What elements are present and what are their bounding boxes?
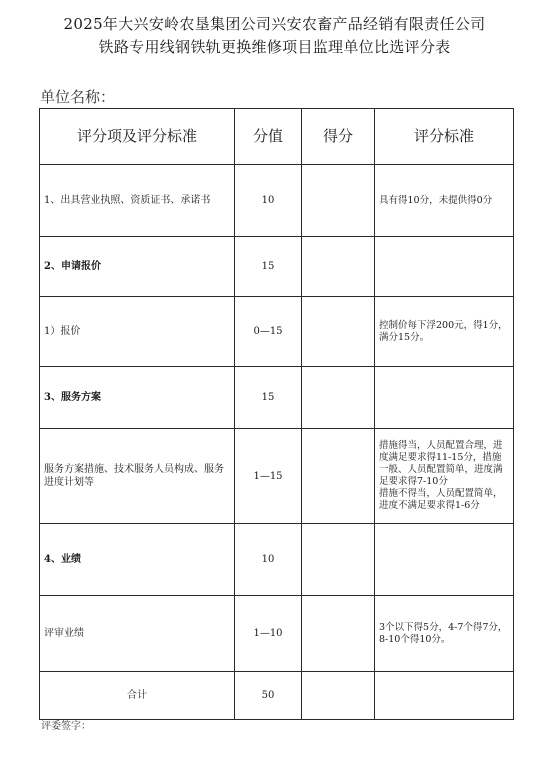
row-criteria	[375, 237, 514, 297]
scoring-table	[39, 108, 514, 720]
row-item: 评审业绩	[40, 596, 235, 672]
row-item: 1）报价	[40, 297, 235, 367]
row-item: 1、出具营业执照、资质证书、承诺书	[40, 165, 235, 237]
document-title-line2: 铁路专用线钢铁轨更换维修项目监理单位比选评分表	[98, 38, 451, 56]
row-criteria: 控制价每下浮200元，得1分，满分15分。	[375, 297, 514, 367]
row-criteria	[375, 524, 514, 596]
row-score-input[interactable]	[302, 429, 375, 524]
row-criteria	[375, 367, 514, 429]
table-row	[40, 367, 514, 429]
row-criteria: 具有得10分，未提供得0分	[375, 165, 514, 237]
total-row	[40, 672, 514, 720]
row-value: 10	[235, 165, 302, 237]
column-header-criteria: 评分标准	[375, 109, 514, 165]
table-row	[40, 524, 514, 596]
row-value: 1—10	[235, 596, 302, 672]
table-row	[40, 165, 514, 237]
row-criteria: 3个以下得5分，4-7个得7分，8-10个得10分。	[375, 596, 514, 672]
row-score-input[interactable]	[302, 596, 375, 672]
row-value: 15	[235, 367, 302, 429]
row-score-input[interactable]	[302, 297, 375, 367]
row-score-input[interactable]	[302, 524, 375, 596]
total-label: 合计	[40, 672, 235, 720]
total-criteria	[375, 672, 514, 720]
row-value: 15	[235, 237, 302, 297]
row-value: 0—15	[235, 297, 302, 367]
total-value: 50	[235, 672, 302, 720]
table-row	[40, 429, 514, 524]
row-item: 2、申请报价	[40, 237, 235, 297]
column-header-item: 评分项及评分标准	[40, 109, 235, 165]
table-row	[40, 596, 514, 672]
row-value: 1—15	[235, 429, 302, 524]
row-item: 服务方案措施、技术服务人员构成、服务进度计划等	[40, 429, 235, 524]
table-row	[40, 237, 514, 297]
row-value: 10	[235, 524, 302, 596]
total-score-input[interactable]	[302, 672, 375, 720]
row-score-input[interactable]	[302, 367, 375, 429]
row-criteria: 措施得当，人员配置合理，进度满足要求得11-15分，措施一般、人员配置简单，进度满足要求得7-10分 措施不得当，人员配置简单，进度不满足要求得1-6分	[375, 429, 514, 524]
row-item: 4、业绩	[40, 524, 235, 596]
judge-signature-label: 评委签字：	[41, 721, 91, 732]
column-header-score: 得分	[302, 109, 375, 165]
row-score-input[interactable]	[302, 165, 375, 237]
unit-name-label: 单位名称：	[40, 88, 116, 106]
table-row	[40, 297, 514, 367]
row-item: 3、服务方案	[40, 367, 235, 429]
row-score-input[interactable]	[302, 237, 375, 297]
column-header-value: 分值	[235, 109, 302, 165]
document-title-line1: 2025年大兴安岭农垦集团公司兴安农畜产品经销有限责任公司	[63, 15, 486, 33]
table-header-row	[40, 109, 514, 165]
